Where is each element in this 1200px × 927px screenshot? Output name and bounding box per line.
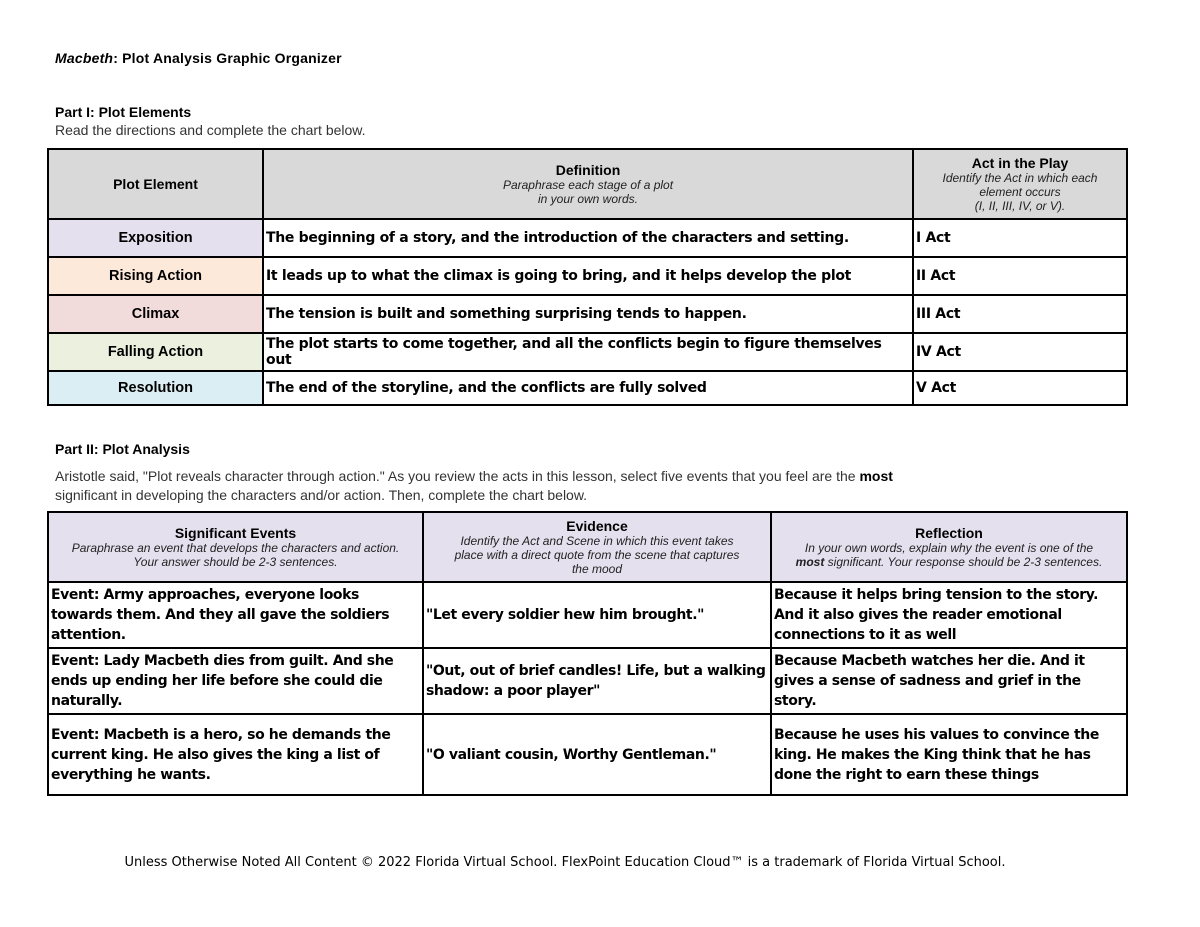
header-act-sub2: element occurs [979, 185, 1061, 199]
table-row [48, 219, 1127, 257]
header-reflection-sub-bold: most [795, 555, 825, 569]
part2-directions-a: Aristotle said, "Plot reveals character through action." As you review the acts in this lesson, select five events that you feel are the [55, 468, 860, 484]
header-evidence-sub3: the mood [571, 562, 623, 576]
part2-directions-b: significant in developing the characters and/or action. Then, complete the chart below. [55, 487, 588, 503]
element-cell: Climax [48, 295, 263, 333]
reflection-cell[interactable]: Because he uses his values to convince the king. He makes the King think that he has done the right to earn these things [771, 714, 1127, 795]
header-evidence-label: Evidence [566, 518, 628, 534]
header-reflection-label: Reflection [915, 525, 983, 541]
reflection-cell[interactable]: Because it helps bring tension to the story. And it also gives the reader emotional connections to it as well [771, 582, 1127, 648]
header-act-sub3: (I, II, III, IV, or V). [974, 199, 1066, 213]
element-cell: Rising Action [48, 257, 263, 295]
element-cell: Resolution [48, 371, 263, 405]
header-act-label: Act in the Play [971, 155, 1069, 171]
element-cell: Exposition [48, 219, 263, 257]
header-plot-element-label: Plot Element [113, 176, 198, 192]
header-evidence-sub1: Identify the Act and Scene in which this event takes [460, 534, 734, 548]
definition-cell[interactable]: It leads up to what the climax is going to bring, and it helps develop the plot [263, 257, 913, 295]
evidence-cell[interactable]: "O valiant cousin, Worthy Gentleman." [423, 714, 771, 795]
table-row [48, 714, 1127, 795]
header-reflection-sub1: In your own words, explain why the event is one of the [804, 541, 1094, 555]
evidence-cell[interactable]: "Let every soldier hew him brought." [423, 582, 771, 648]
part2-directions-bold: most [859, 468, 893, 484]
header-definition-sub2: in your own words. [537, 192, 639, 206]
event-cell[interactable]: Event: Army approaches, everyone looks towards them. And they all gave the soldiers attention. [48, 582, 423, 648]
plot-elements-header-row [48, 149, 1127, 219]
definition-cell[interactable]: The beginning of a story, and the introduction of the characters and setting. [263, 219, 913, 257]
plot-analysis-header-row [48, 512, 1127, 582]
header-evidence [423, 512, 771, 582]
footer-copyright: Unless Otherwise Noted All Content © 2022 Florida Virtual School. FlexPoint Education Cloud™ is a trademark of Florida Virtual School. [124, 855, 1006, 870]
act-cell[interactable]: IV Act [913, 333, 1127, 371]
act-cell[interactable]: II Act [913, 257, 1127, 295]
table-row [48, 371, 1127, 405]
evidence-cell[interactable]: "Out, out of brief candles! Life, but a walking shadow: a poor player" [423, 648, 771, 714]
part1-directions: Read the directions and complete the chart below. [55, 122, 366, 138]
part1-heading: Part I: Plot Elements [55, 104, 192, 120]
definition-cell[interactable]: The tension is built and something surprising tends to happen. [263, 295, 913, 333]
act-cell[interactable]: III Act [913, 295, 1127, 333]
reflection-cell[interactable]: Because Macbeth watches her die. And it gives a sense of sadness and grief in the story. [771, 648, 1127, 714]
header-reflection-sub2-line [774, 555, 1124, 569]
plot-analysis-table [47, 511, 1128, 796]
definition-cell[interactable]: The plot starts to come together, and all the conflicts begin to figure themselves out [263, 333, 913, 371]
header-act-sub1: Identify the Act in which each [942, 171, 1098, 185]
header-definition-sub1: Paraphrase each stage of a plot [502, 178, 674, 192]
title-italic: Macbeth [55, 50, 114, 66]
definition-cell[interactable]: The end of the storyline, and the conflicts are fully solved [263, 371, 913, 405]
header-definition [263, 149, 913, 219]
part2-directions [55, 467, 1115, 505]
table-row [48, 582, 1127, 648]
title-rest: : Plot Analysis Graphic Organizer [113, 50, 342, 66]
header-evidence-sub2: place with a direct quote from the scene that captures [454, 548, 740, 562]
header-events-label: Significant Events [174, 525, 297, 541]
page-title [55, 50, 342, 66]
header-reflection-sub2: significant. Your response should be 2-3 sentences. [824, 555, 1103, 569]
table-row [48, 333, 1127, 371]
header-reflection [771, 512, 1127, 582]
header-definition-label: Definition [555, 162, 621, 178]
act-cell[interactable]: V Act [913, 371, 1127, 405]
table-row [48, 257, 1127, 295]
part2-heading: Part II: Plot Analysis [55, 441, 190, 457]
table-row [48, 295, 1127, 333]
header-act [913, 149, 1127, 219]
header-plot-element [48, 149, 263, 219]
header-events-sub2: Your answer should be 2-3 sentences. [133, 555, 338, 569]
event-cell[interactable]: Event: Lady Macbeth dies from guilt. And she ends up ending her life before she could die naturally. [48, 648, 423, 714]
act-cell[interactable]: I Act [913, 219, 1127, 257]
event-cell[interactable]: Event: Macbeth is a hero, so he demands the current king. He also gives the king a list of everything he wants. [48, 714, 423, 795]
table-row [48, 648, 1127, 714]
header-significant-events [48, 512, 423, 582]
element-cell: Falling Action [48, 333, 263, 371]
plot-elements-table [47, 148, 1128, 406]
header-events-sub1: Paraphrase an event that develops the characters and action. [71, 541, 400, 555]
